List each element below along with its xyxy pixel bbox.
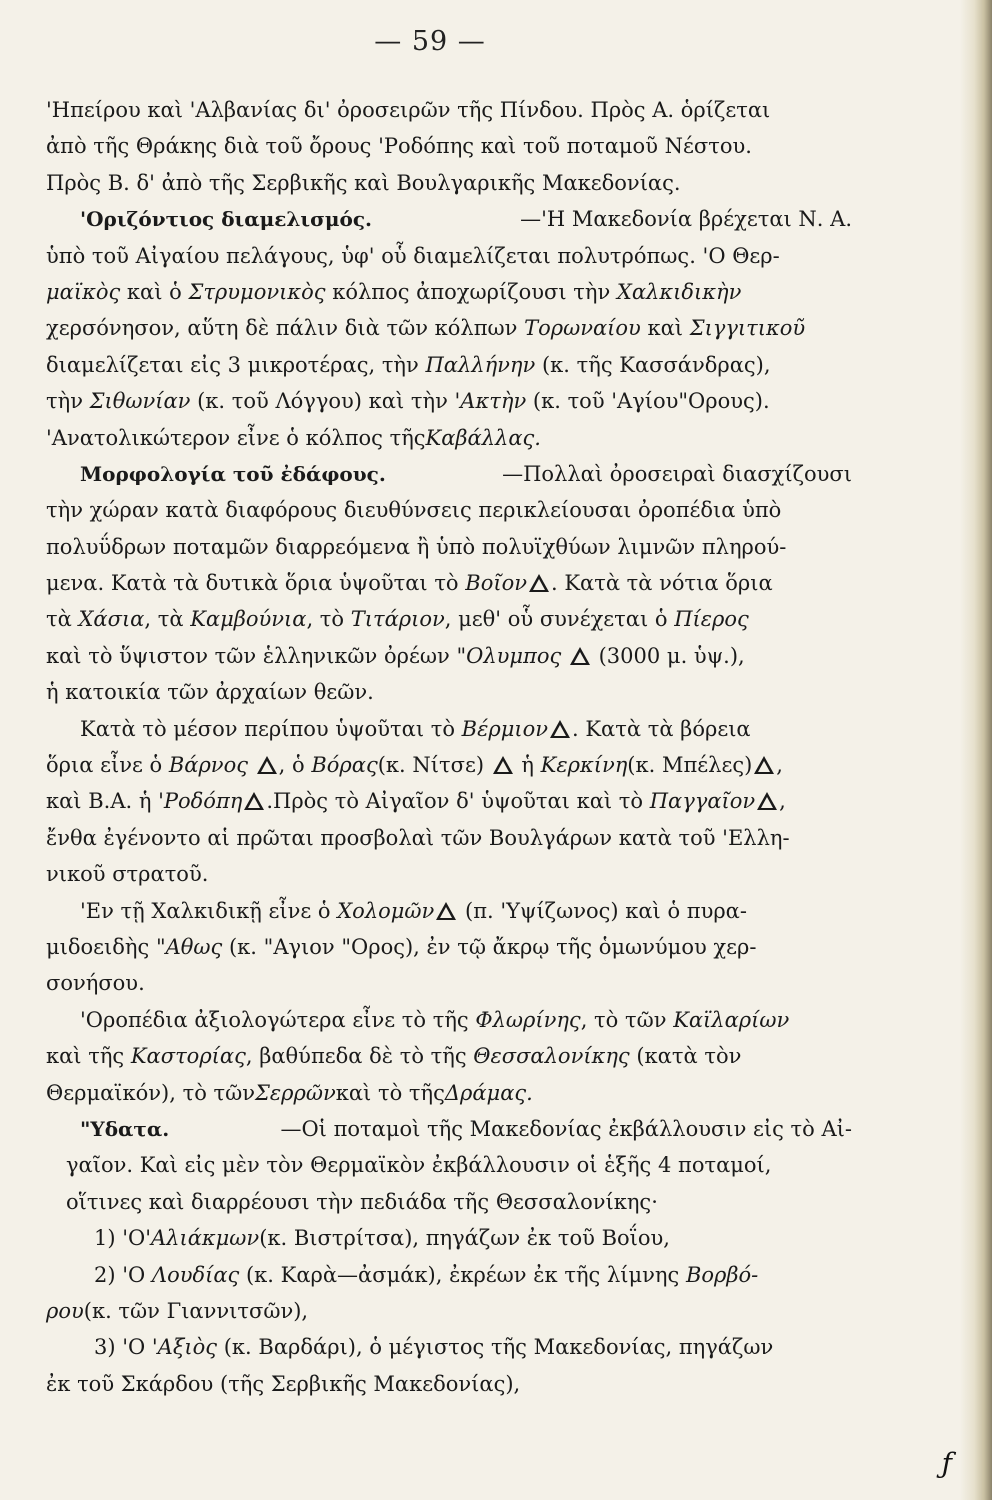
text-line: σονήσου.: [46, 971, 145, 996]
text-span: (κ. τοῦ Λόγγου) καὶ τὴν: [190, 389, 455, 414]
place-name: "Ολυμπος: [456, 643, 562, 668]
place-name: Παγγαῖον: [649, 789, 756, 814]
text-line: [46, 565, 852, 601]
text-span: , μεθ' οὗ συνέχεται ὁ: [444, 607, 675, 632]
text-span: χερσόνησον, αὕτη δὲ πάλιν διὰ τῶν κόλπων: [46, 316, 525, 341]
triangle-peak-icon: [257, 756, 277, 774]
text-span: (π. 'Υψίζωνος) καὶ ὁ πυρα-: [458, 898, 747, 923]
text-span: . Κατὰ τὰ νότια ὅρια: [550, 571, 773, 596]
text-span: , τὰ: [144, 607, 191, 632]
place-name: Χάσια: [78, 607, 145, 632]
text-span: (κ. τοῦ 'Αγίου"Ορους).: [526, 389, 770, 414]
text-span: 'Εν τῇ Χαλκιδικῇ εἶνε ὁ: [80, 898, 338, 923]
place-name: Δράμας.: [444, 1080, 533, 1105]
text-span: (κ. Νίτσε): [377, 753, 491, 778]
triangle-peak-icon: [493, 756, 513, 774]
text-line: ὅρια εἶνε ὁ Βάρνος , ὁ Βόρας(κ. Νίτσε) ἡ Κερκίνη(κ. Μπέλες) ,: [46, 753, 783, 778]
place-name: Χαλκιδικὴν: [616, 279, 742, 304]
text-line: ἡ κατοικία τῶν ἀρχαίων θεῶν.: [46, 680, 374, 705]
body-text: [46, 92, 852, 1402]
place-name: Σιγγιτικοῦ: [689, 316, 806, 341]
page-binding-edge: [960, 0, 992, 1500]
text-line: [46, 456, 852, 492]
place-name: Βοῖον: [465, 571, 527, 596]
triangle-peak-icon: [436, 902, 456, 920]
text-line: οἵτινες καὶ διαρρέουσι τὴν πεδιάδα τῆς Θεσσαλονίκης·: [66, 1189, 658, 1214]
text-line: [46, 1293, 852, 1329]
place-name: "Αθως: [155, 934, 223, 959]
text-span: ἡ: [514, 753, 541, 778]
text-span: —Πολλαὶ ὀροσειραὶ διασχίζουσι: [502, 461, 852, 486]
triangle-peak-icon: [570, 647, 590, 665]
text-line: [46, 1111, 852, 1147]
section-heading: 'Οριζόντιος διαμελισμός.: [80, 207, 372, 232]
text-span: Κατὰ τὸ μέσον περίπου ὑψοῦται τὸ: [80, 716, 462, 741]
text-span: μενα. Κατὰ τὰ δυτικὰ ὅρια ὑψοῦται τὸ: [46, 571, 466, 596]
text-line: [46, 601, 852, 637]
text-span: (κ. τῶν Γιαννιτσῶν),: [83, 1298, 309, 1323]
place-name: Λουδίας: [151, 1262, 240, 1287]
place-name: Σιθωνίαν: [89, 389, 191, 414]
text-span: , ὁ: [278, 753, 312, 778]
place-name: Βορβό-: [685, 1262, 759, 1287]
text-span: διαμελίζεται εἰς 3 μικροτέρας, τὴν: [46, 352, 419, 377]
text-line: νικοῦ στρατοῦ.: [46, 862, 209, 887]
place-name: Κερκίνη: [540, 753, 628, 778]
text-span: τὰ: [46, 607, 79, 632]
place-name: 'Αξιὸς: [151, 1335, 218, 1360]
text-span: 'Ανατολικώτερον εἶνε ὁ κόλπος τῆς: [46, 425, 426, 450]
text-span: (κ. Βαρδάρι), ὁ μέγιστος τῆς Μακεδονίας, πηγάζων: [217, 1335, 774, 1360]
text-line: ὑπὸ τοῦ Αἰγαίου πελάγους, ὑφ' οὗ διαμελίζεται πολυτρόπως. 'Ο Θερ-: [46, 243, 780, 268]
place-name: Σερρῶν: [255, 1080, 336, 1105]
text-line: καὶ Β.Α. ἡ 'Ροδόπη .Πρὸς τὸ Αἰγαῖον δ' ὑψοῦται καὶ τὸ Παγγαῖον ,: [46, 789, 786, 814]
text-span: , τὸ: [306, 607, 351, 632]
list-item: [46, 1257, 852, 1293]
place-name: ρου: [46, 1298, 84, 1323]
text-span: Θερμαϊκόν), τὸ τῶν: [46, 1080, 256, 1105]
text-line: [46, 310, 852, 346]
text-span: τὴν: [46, 389, 90, 414]
place-name: 'Ακτὴν: [454, 389, 527, 414]
text-span: καὶ τὸ τῆς: [335, 1080, 445, 1105]
text-line: [46, 1002, 852, 1038]
text-span: —'Η Μακεδονία βρέχεται Ν. Α.: [520, 207, 852, 232]
text-line: [46, 274, 852, 310]
text-span: .Πρὸς τὸ Αἰγαῖον δ' ὑψοῦται καὶ τὸ: [266, 789, 650, 814]
text-line: [46, 929, 852, 965]
text-span: . Κατὰ τὰ βόρεια: [572, 716, 751, 741]
text-span: 2) 'Ο: [94, 1262, 152, 1287]
text-span: καὶ τὸ ὕψιστον τῶν ἑλληνικῶν ὀρέων: [46, 643, 457, 668]
text-line: τὴν χώραν κατὰ διαφόρους διευθύνσεις περικλείουσαι ὀροπέδια ὑπὸ: [46, 498, 782, 523]
text-span: (κ. "Αγιον "Ορος), ἐν τῷ ἄκρῳ τῆς ὁμωνύμου χερ-: [222, 934, 757, 959]
text-span: (κ. τῆς Κασσάνδρας),: [535, 352, 771, 377]
text-line: [46, 711, 852, 747]
text-line: Πρὸς Β. δ' ἀπὸ τῆς Σερβικῆς καὶ Βουλγαρικῆς Μακεδονίας.: [46, 170, 681, 195]
list-item: [46, 1329, 852, 1365]
place-name: μαϊκὸς: [46, 279, 121, 304]
text-span: ὅρια εἶνε ὁ: [46, 753, 169, 778]
place-name: Καστορίας: [130, 1044, 246, 1069]
text-line: [46, 420, 852, 456]
text-span: καὶ ὁ: [120, 279, 189, 304]
text-span: καὶ Β.Α. ἡ: [46, 789, 159, 814]
text-line: 'Ηπείρου καὶ 'Αλβανίας δι' ὀροσειρῶν τῆς Πίνδου. Πρὸς Α. ὁρίζεται: [46, 98, 771, 122]
place-name: Χολομῶν: [337, 898, 435, 923]
text-span: 3) 'Ο: [94, 1335, 152, 1360]
place-name: Καβάλλας.: [425, 425, 541, 450]
triangle-peak-icon: [754, 756, 774, 774]
triangle-peak-icon: [757, 792, 777, 810]
triangle-peak-icon: [529, 574, 549, 592]
text-line: [46, 1038, 852, 1074]
place-name: Βάρνος: [168, 753, 248, 778]
text-span: (κ. Καρὰ—ἀσμάκ), ἐκρέων ἐκ τῆς λίμνης: [239, 1262, 686, 1287]
page-number: — 59 —: [374, 26, 486, 57]
text-span: (κ. Βιστρίτσα), πηγάζων ἐκ τοῦ Βοΐου,: [259, 1226, 670, 1251]
text-span: 'Οροπέδια ἀξιολογώτερα εἶνε τὸ τῆς: [80, 1007, 476, 1032]
triangle-peak-icon: [550, 720, 570, 738]
place-name: 'Αλιάκμων: [145, 1226, 260, 1251]
text-line: πολυΰδρων ποταμῶν διαρρεόμενα ἢ ὑπὸ πολυϊχθύων λιμνῶν πληρού-: [46, 534, 787, 559]
place-name: Θεσσαλονίκης: [473, 1044, 630, 1069]
text-span: καὶ τῆς: [46, 1044, 131, 1069]
section-heading: Μορφολογία τοῦ ἐδάφους.: [80, 461, 386, 486]
text-line: [46, 893, 852, 929]
text-span: (κ. Μπέλες): [627, 753, 753, 778]
place-name: Παλλήνην: [425, 352, 536, 377]
place-name: Στρυμονικὸς: [188, 279, 326, 304]
place-name: Βέρμιον: [461, 716, 549, 741]
text-span: , βαθύπεδα δὲ τὸ τῆς: [245, 1044, 474, 1069]
text-span: 1) 'Ο: [94, 1226, 146, 1251]
text-span: μιδοειδὴς: [46, 934, 156, 959]
text-line: [46, 201, 852, 237]
text-span: καὶ: [640, 316, 690, 341]
place-name: Πίερος: [674, 607, 749, 632]
place-name: Καμβούνια: [190, 607, 307, 632]
place-name: Καϊλαρίων: [673, 1007, 790, 1032]
text-span: —Οἱ ποταμοὶ τῆς Μακεδονίας ἐκβάλλουσιν εἰς τὸ Αἰ-: [280, 1116, 852, 1141]
place-name: Φλωρίνης: [475, 1007, 581, 1032]
text-line: [46, 347, 852, 383]
place-name: Βόρας: [311, 753, 378, 778]
text-line: ἔνθα ἐγένοντο αἱ πρῶται προσβολαὶ τῶν Βουλγάρων κατὰ τοῦ 'Ελλη-: [46, 825, 790, 850]
text-span: κόλπος ἀποχωρίζουσι τὴν: [325, 279, 617, 304]
margin-mark: ƒ: [941, 1447, 952, 1480]
text-span: (3000 μ. ὑψ.),: [591, 643, 745, 668]
text-line: γαῖον. Καὶ εἰς μὲν τὸν Θερμαϊκὸν ἐκβάλλουσιν οἱ ἑξῆς 4 ποταμοί,: [66, 1153, 772, 1178]
text-line: ἀπὸ τῆς Θράκης διὰ τοῦ ὄρους 'Ροδόπης καὶ τοῦ ποταμοῦ Νέστου.: [46, 134, 752, 159]
text-line: ἐκ τοῦ Σκάρδου (τῆς Σερβικῆς Μακεδονίας),: [46, 1371, 521, 1396]
text-span: (κατὰ τὸν: [629, 1044, 742, 1069]
place-name: 'Ροδόπη: [158, 789, 243, 814]
place-name: Τορωναίου: [524, 316, 641, 341]
text-span: , τὸ τῶν: [580, 1007, 674, 1032]
text-line: [46, 1075, 852, 1111]
section-heading: "Υδατα.: [80, 1116, 170, 1141]
list-item: [46, 1220, 852, 1256]
triangle-peak-icon: [244, 792, 264, 810]
place-name: Τιτάριον: [350, 607, 445, 632]
text-line: [46, 383, 852, 419]
text-line: [46, 638, 852, 674]
